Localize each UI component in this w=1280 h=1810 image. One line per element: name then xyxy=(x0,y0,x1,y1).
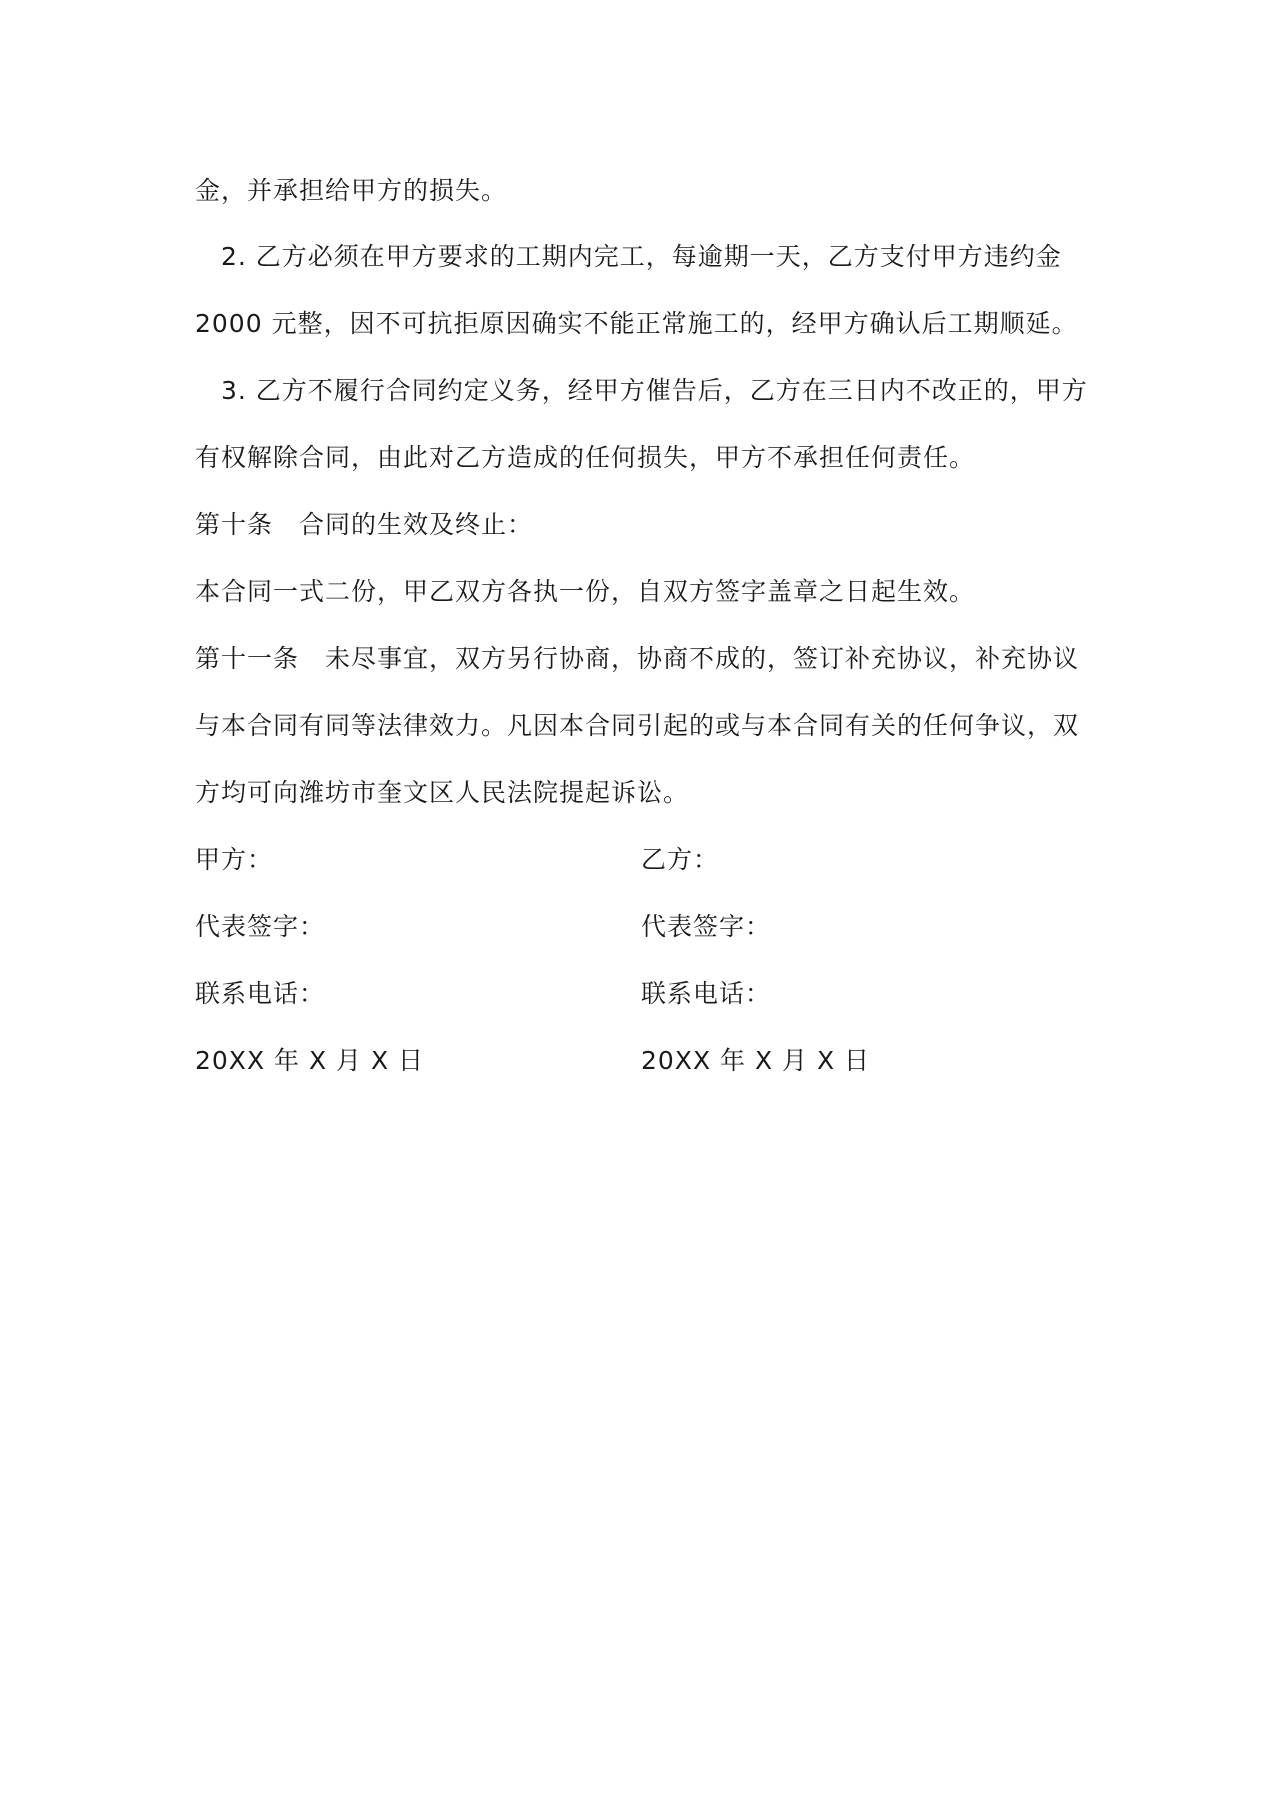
party-a-date: 20XX 年 X 月 X 日 xyxy=(195,1046,425,1075)
clause-11-line-1: 第十一条 未尽事宜，双方另行协商，协商不成的，签订补充协议，补充协议 xyxy=(195,644,1080,673)
party-a-phone: 联系电话： xyxy=(195,979,326,1008)
party-b-rep-signature: 代表签字： xyxy=(641,912,772,941)
clause-9-item-3-line-2: 有权解除合同，由此对乙方造成的任何损失，甲方不承担任何责任。 xyxy=(195,443,976,472)
party-b-date: 20XX 年 X 月 X 日 xyxy=(641,1046,871,1075)
party-b-phone: 联系电话： xyxy=(641,979,772,1008)
clause-9-item-2-line-1: 2. 乙方必须在甲方要求的工期内完工，每逾期一天，乙方支付甲方违约金 xyxy=(221,242,1062,271)
clause-11-line-2: 与本合同有同等法律效力。凡因本合同引起的或与本合同有关的任何争议，双 xyxy=(195,711,1080,740)
clause-9-continued: 金，并承担给甲方的损失。 xyxy=(195,176,508,205)
party-a-label: 甲方： xyxy=(195,845,274,874)
party-b-label: 乙方： xyxy=(641,845,720,874)
clause-9-item-3-line-1: 3. 乙方不履行合同约定义务，经甲方催告后，乙方在三日内不改正的，甲方 xyxy=(221,376,1088,405)
party-a-rep-signature: 代表签字： xyxy=(195,912,326,941)
clause-10-body: 本合同一式二份，甲乙双方各执一份，自双方签字盖章之日起生效。 xyxy=(195,577,976,606)
clause-9-item-2-line-2: 2000 元整，因不可抗拒原因确实不能正常施工的，经甲方确认后工期顺延。 xyxy=(195,309,1078,338)
clause-11-line-3: 方均可向潍坊市奎文区人民法院提起诉讼。 xyxy=(195,778,690,807)
clause-10-heading: 第十条 合同的生效及终止： xyxy=(195,510,534,539)
